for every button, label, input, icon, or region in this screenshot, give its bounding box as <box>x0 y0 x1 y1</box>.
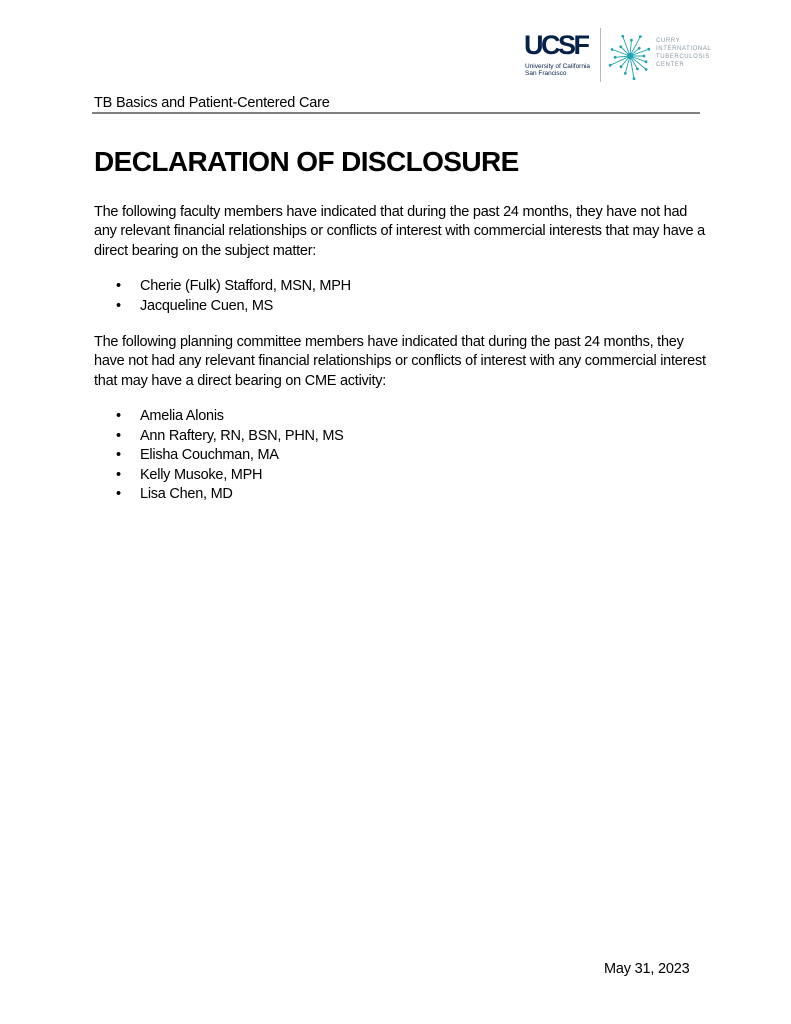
bullet-icon: • <box>116 278 121 294</box>
ucsf-logo-subtitle: University of California San Francisco <box>525 63 591 77</box>
burst-dot <box>638 47 641 50</box>
logo-block <box>524 28 714 84</box>
header-divider <box>92 112 700 114</box>
list-item: • Kelly Musoke, MPH <box>94 466 344 486</box>
bullet-icon: • <box>116 408 121 424</box>
burst-core <box>627 53 633 59</box>
burst-ray <box>623 36 630 56</box>
burst-dot <box>645 68 648 71</box>
list-item: • Ann Raftery, RN, BSN, PHN, MS <box>94 427 344 447</box>
faculty-disclosure-paragraph: The following faculty members have indicated that during the past 24 months, they have not had any relevant financial relationships or conflicts of interest with commercial interests that may have a direct bearing on the subject matter: <box>94 204 705 259</box>
curry-center-logo-text: CURRY INTERNATIONAL TUBERCULOSIS CENTER <box>656 38 712 68</box>
faculty-list <box>94 277 351 316</box>
burst-dot <box>643 55 646 58</box>
burst-dot <box>639 35 642 38</box>
list-item: • Elisha Couchman, MA <box>94 446 344 466</box>
bullet-icon: • <box>116 297 121 314</box>
committee-list <box>94 407 344 505</box>
footer-date: May 31, 2023 <box>604 961 690 977</box>
bullet-icon: • <box>116 447 121 464</box>
list-item: • Cherie (Fulk) Stafford, MSN, MPH <box>94 277 351 297</box>
burst-dot <box>619 45 622 48</box>
curry-center-logo-icon <box>606 30 656 80</box>
logo-divider <box>600 28 601 82</box>
burst-dot <box>636 68 639 71</box>
running-header: TB Basics and Patient-Centered Care <box>94 95 330 111</box>
burst-dot <box>614 56 617 59</box>
burst-dot <box>621 35 624 38</box>
list-item: • Jacqueline Cuen, MS <box>94 297 351 317</box>
bullet-icon: • <box>116 427 121 444</box>
bullet-icon: • <box>116 466 121 483</box>
burst-ray <box>610 56 630 65</box>
burst-dot <box>633 77 636 80</box>
ucsf-logo: UCSF <box>524 30 588 60</box>
list-item: • Amelia Alonis <box>94 407 344 427</box>
burst-dot <box>611 48 614 51</box>
list-item: • Lisa Chen, MD <box>94 485 344 505</box>
burst-dot <box>647 48 650 51</box>
burst-dot <box>645 60 648 63</box>
committee-disclosure-paragraph: The following planning committee members have indicated that during the past 24 months, they have not had any relevant financial relationships or conflicts of interest with any commercial interest that may have a direct bearing on CME activity: <box>94 334 706 389</box>
burst-dot <box>609 64 612 67</box>
document-title: DECLARATION OF DISCLOSURE <box>94 146 519 177</box>
burst-dot <box>620 65 623 68</box>
bullet-icon: • <box>116 486 121 503</box>
burst-dot <box>630 39 633 42</box>
burst-dot <box>624 72 627 75</box>
